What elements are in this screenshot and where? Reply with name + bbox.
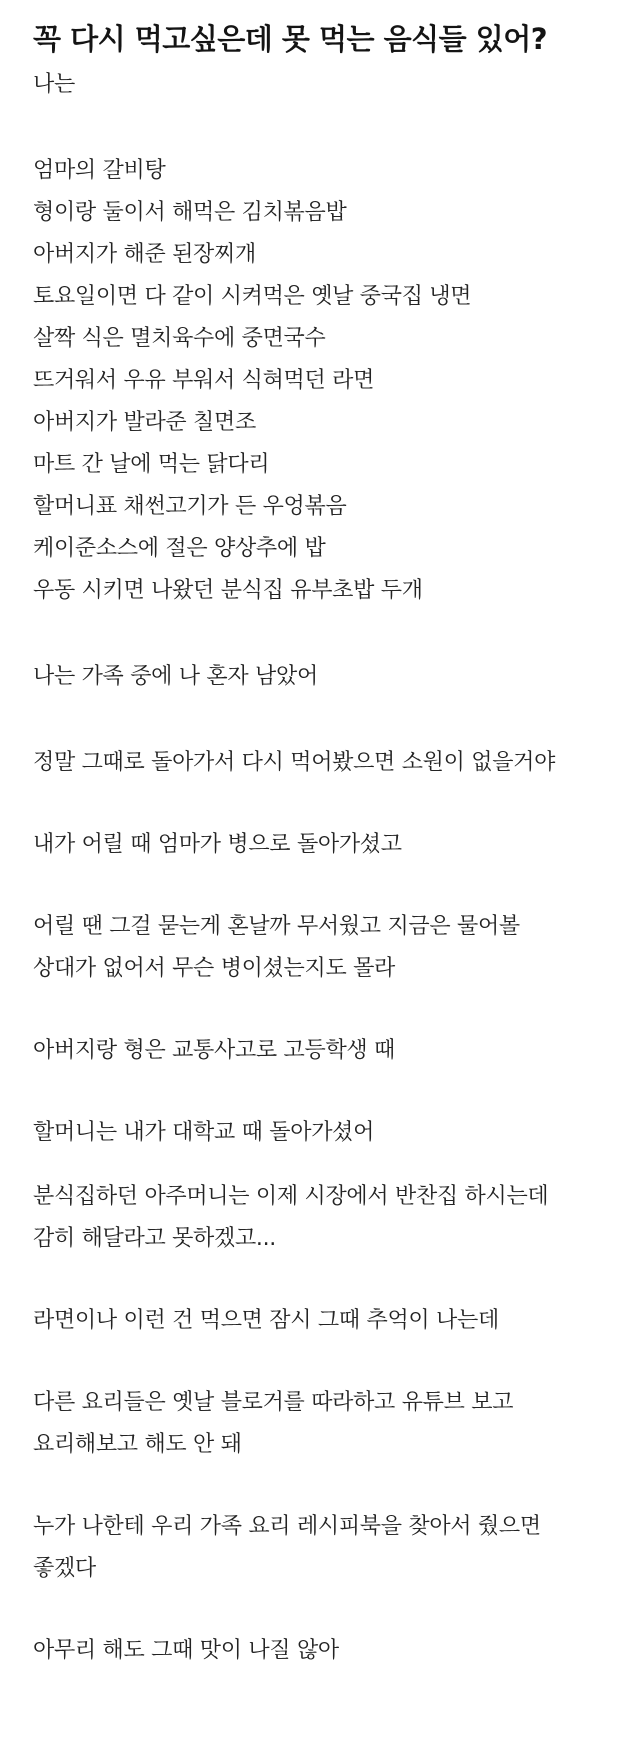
post-line: 아버지랑 형은 교통사고로 고등학생 때	[33, 1038, 396, 1063]
post-line: 요리해보고 해도 안 돼	[33, 1432, 242, 1457]
post-title: 꼭 다시 먹고싶은데 못 먹는 음식들 있어?	[33, 22, 548, 56]
food-item: 살짝 식은 멸치육수에 중면국수	[33, 326, 326, 351]
food-item: 아버지가 해준 된장찌개	[33, 242, 256, 267]
post-line: 누가 나한테 우리 가족 요리 레시피북을 찾아서 줬으면	[33, 1514, 541, 1539]
food-item: 아버지가 발라준 칠면조	[33, 410, 256, 435]
post-line: 정말 그때로 돌아가서 다시 먹어봤으면 소원이 없을거야	[33, 750, 556, 775]
post-line: 아무리 해도 그때 맛이 나질 않아	[33, 1638, 339, 1663]
post-line: 다른 요리들은 옛날 블로거를 따라하고 유튜브 보고	[33, 1390, 514, 1415]
food-item: 할머니표 채썬고기가 든 우엉볶음	[33, 494, 347, 519]
food-item: 우동 시키면 나왔던 분식집 유부초밥 두개	[33, 578, 423, 603]
post-line: 상대가 없어서 무슨 병이셨는지도 몰라	[33, 956, 396, 981]
post-line: 분식집하던 아주머니는 이제 시장에서 반찬집 하시는데	[33, 1184, 549, 1209]
post-body	[33, 64, 620, 1672]
post-line: 나는 가족 중에 나 혼자 남았어	[33, 664, 318, 689]
post-line: 내가 어릴 때 엄마가 병으로 돌아가셨고	[33, 832, 402, 857]
post-line: 라면이나 이런 건 먹으면 잠시 그때 추억이 나는데	[33, 1308, 499, 1333]
post-line: 어릴 땐 그걸 묻는게 혼날까 무서웠고 지금은 물어볼	[33, 914, 520, 939]
food-item: 토요일이면 다 같이 시켜먹은 옛날 중국집 냉면	[33, 284, 472, 309]
food-item: 케이준소스에 절은 양상추에 밥	[33, 536, 326, 561]
post-line: 감히 해달라고 못하겠고...	[33, 1226, 276, 1251]
post-line: 좋겠다	[33, 1556, 96, 1581]
food-item: 마트 간 날에 먹는 닭다리	[33, 452, 270, 477]
post-line: 할머니는 내가 대학교 때 돌아가셨어	[33, 1120, 375, 1145]
food-item: 엄마의 갈비탕	[33, 158, 166, 183]
food-item: 뜨거워서 우유 부워서 식혀먹던 라면	[33, 368, 375, 393]
post-line-intro: 나는	[33, 72, 75, 97]
food-item: 형이랑 둘이서 해먹은 김치볶음밥	[33, 200, 347, 225]
